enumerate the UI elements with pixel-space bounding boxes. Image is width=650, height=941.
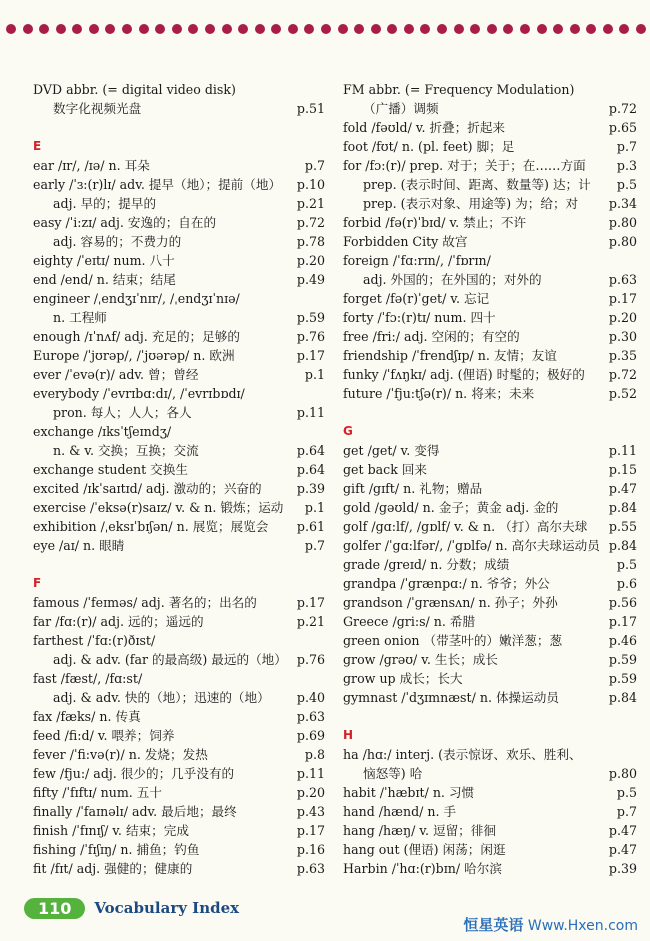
letter-heading: G: [343, 424, 353, 438]
index-entry: [343, 555, 637, 574]
index-entry: [343, 783, 637, 802]
page-ref: p.7: [616, 139, 637, 154]
entry-text: grow /grəʊ/ v. 生长；成长: [343, 652, 498, 667]
index-entry: [343, 346, 637, 365]
page-ref: p.76: [296, 652, 325, 667]
entry-text: future /ˈfju:tʃə(r)/ n. 将来；未来: [343, 386, 535, 401]
entry-text: grade /greɪd/ n. 分数；成绩: [343, 557, 510, 572]
index-entry: [343, 574, 637, 593]
page-ref: p.11: [296, 405, 325, 420]
index-entry: [33, 460, 325, 479]
index-entry: [343, 517, 637, 536]
index-entry-continuation: [33, 308, 325, 327]
entry-text: golf /gɑ:lf/, /gɒlf/ v. & n. （打）高尔夫球: [343, 519, 588, 534]
page-ref: p.47: [608, 823, 637, 838]
index-entry: [343, 669, 637, 688]
entry-text: FM abbr. (= Frequency Modulation): [343, 82, 575, 97]
page-ref: p.3: [616, 158, 637, 173]
entry-text: hang /hæŋ/ v. 逗留；徘徊: [343, 823, 496, 838]
index-entry: [33, 346, 325, 365]
page-ref: p.80: [608, 215, 637, 230]
page-ref: p.7: [304, 158, 325, 173]
entry-text: grow up 成长；长大: [343, 671, 463, 686]
entry-text: green onion （带茎叶的）嫩洋葱；葱: [343, 633, 563, 648]
page-ref: p.76: [296, 329, 325, 344]
entry-text: hang out (俚语) 闲荡；闲逛: [343, 842, 506, 857]
index-entry: [343, 384, 637, 403]
page-ref: p.47: [608, 842, 637, 857]
entry-text: 数字化视频光盘: [53, 101, 142, 116]
entry-text: Greece /gri:s/ n. 希腊: [343, 614, 476, 629]
page-ref: p.78: [296, 234, 325, 249]
entry-text: Forbidden City 故宫: [343, 234, 468, 249]
page-ref: p.7: [304, 538, 325, 553]
page-ref: p.61: [296, 519, 325, 534]
page-ref: p.17: [296, 595, 325, 610]
page-ref: p.39: [296, 481, 325, 496]
index-entry: [33, 802, 325, 821]
index-entry: [343, 80, 637, 99]
entry-text: gift /gɪft/ n. 礼物；赠品: [343, 481, 483, 496]
entry-text: forget /fə(r)ˈget/ v. 忘记: [343, 291, 490, 306]
entry-text: friendship /ˈfrendʃɪp/ n. 友情；友谊: [343, 348, 557, 363]
index-entry: [33, 593, 325, 612]
page-ref: p.5: [616, 177, 637, 192]
index-entry: [343, 612, 637, 631]
entry-text: free /fri:/ adj. 空闲的；有空的: [343, 329, 520, 344]
entry-text: get back 回来: [343, 462, 428, 477]
index-entry-continuation: [33, 688, 325, 707]
entry-text: adj. 容易的；不费力的: [53, 234, 182, 249]
watermark-url: Www.Hxen.com: [527, 918, 638, 934]
page-ref: p.69: [296, 728, 325, 743]
index-entry: [33, 631, 325, 650]
index-entry-continuation: [33, 232, 325, 251]
index-entry-continuation: [343, 194, 637, 213]
page-ref: p.59: [296, 310, 325, 325]
entry-text: Harbin /ˈhɑ:(r)bɪn/ 哈尔滨: [343, 861, 502, 876]
entry-text: grandpa /ˈgrænpɑ:/ n. 爷爷；外公: [343, 576, 550, 591]
index-column-right: [343, 80, 637, 878]
page-ref: p.49: [296, 272, 325, 287]
index-entry: [33, 859, 325, 878]
page-ref: p.43: [296, 804, 325, 819]
entry-text: farthest /ˈfɑ:(r)ðɪst/: [33, 633, 156, 648]
entry-text: forty /ˈfɔ:(r)tɪ/ num. 四十: [343, 310, 496, 325]
page-ref: p.11: [296, 766, 325, 781]
entry-text: ha /hɑ:/ interj. (表示惊讶、欢乐、胜利、: [343, 747, 582, 762]
index-entry: [33, 783, 325, 802]
page-ref: p.51: [296, 101, 325, 116]
page-ref: p.17: [296, 823, 325, 838]
entry-text: golfer /ˈgɑ:lfər/, /ˈgɒlfə/ n. 高尔夫球运动员: [343, 538, 600, 553]
index-entry-continuation: [343, 99, 637, 118]
index-entry: [343, 631, 637, 650]
page-ref: p.63: [608, 272, 637, 287]
entry-text: far /fɑ:(r)/ adj. 远的；遥远的: [33, 614, 204, 629]
index-entry: [33, 289, 325, 308]
index-entry: [33, 840, 325, 859]
index-entry: [33, 821, 325, 840]
page-ref: p.56: [608, 595, 637, 610]
index-entry: [343, 251, 637, 270]
entry-text: fever /ˈfi:və(r)/ n. 发烧；发热: [33, 747, 208, 762]
page-ref: p.59: [608, 671, 637, 686]
index-entry-continuation: [343, 764, 637, 783]
entry-text: early /ˈɜ:(r)lɪ/ adv. 提早（地）；提前（地）: [33, 177, 282, 192]
page-ref: p.84: [608, 690, 637, 705]
entry-text: gold /gəʊld/ n. 金子；黄金 adj. 金的: [343, 500, 559, 515]
entry-text: foot /fʊt/ n. (pl. feet) 脚；足: [343, 139, 515, 154]
index-entry: [33, 213, 325, 232]
index-entry: [33, 536, 325, 555]
page-ref: p.72: [608, 101, 637, 116]
page-ref: p.20: [608, 310, 637, 325]
entry-text: adj. & adv. (far 的最高级) 最远的（地）: [53, 652, 287, 667]
page-ref: p.35: [608, 348, 637, 363]
page-ref: p.64: [296, 462, 325, 477]
page-ref: p.84: [608, 500, 637, 515]
entry-text: adj. 外国的；在外国的；对外的: [363, 272, 542, 287]
page-ref: p.46: [608, 633, 637, 648]
index-entry: [33, 726, 325, 745]
index-entry: [33, 384, 325, 403]
page-ref: p.6: [616, 576, 637, 591]
index-entry: [343, 859, 637, 878]
page-ref: p.17: [608, 291, 637, 306]
page-ref: p.1: [304, 500, 325, 515]
index-entry: [343, 137, 637, 156]
entry-text: n. & v. 交换；互换；交流: [53, 443, 199, 458]
entry-text: famous /ˈfeɪməs/ adj. 著名的；出名的: [33, 595, 257, 610]
entry-text: few /fju:/ adj. 很少的；几乎没有的: [33, 766, 235, 781]
entry-text: eye /aɪ/ n. 眼睛: [33, 538, 125, 553]
section-gap: [343, 707, 637, 726]
section-title: Vocabulary Index: [94, 899, 240, 917]
index-entry: [343, 365, 637, 384]
page-ref: p.65: [608, 120, 637, 135]
index-entry: [343, 536, 637, 555]
page-ref: p.8: [304, 747, 325, 762]
index-entry: [33, 612, 325, 631]
index-entry: [343, 821, 637, 840]
index-entry: [33, 80, 325, 99]
index-entry: [33, 669, 325, 688]
entry-text: engineer /ˌendʒɪˈnɪr/, /ˌendʒɪˈnɪə/: [33, 291, 240, 306]
page-ref: p.16: [296, 842, 325, 857]
page-ref: p.64: [296, 443, 325, 458]
entry-text: n. 工程师: [53, 310, 107, 325]
entry-text: forbid /fə(r)ˈbɪd/ v. 禁止；不许: [343, 215, 527, 230]
index-entry: [343, 745, 637, 764]
entry-text: 恼怒等) 哈: [363, 766, 423, 781]
index-entry: [343, 327, 637, 346]
index-entry: [33, 156, 325, 175]
section-gap: [343, 403, 637, 422]
entry-text: foreign /ˈfɑ:rɪn/, /ˈfɒrɪn/: [343, 253, 491, 268]
index-entry: [33, 251, 325, 270]
index-entry-continuation: [33, 194, 325, 213]
index-entry: [33, 517, 325, 536]
index-entry: [33, 707, 325, 726]
entry-text: fifty /ˈfɪftɪ/ num. 五十: [33, 785, 162, 800]
index-entry: [33, 327, 325, 346]
entry-text: Europe /ˈjʊrəp/, /ˈjʊərəp/ n. 欧洲: [33, 348, 235, 363]
index-entry: [33, 498, 325, 517]
index-entry: [33, 270, 325, 289]
index-entry: [343, 593, 637, 612]
page-ref: p.21: [296, 196, 325, 211]
entry-text: （广播）调频: [363, 101, 439, 116]
page-ref: p.72: [608, 367, 637, 382]
entry-text: grandson /ˈgrænsʌn/ n. 孙子；外孙: [343, 595, 558, 610]
page-ref: p.17: [296, 348, 325, 363]
page-ref: p.5: [616, 557, 637, 572]
index-entry: [343, 460, 637, 479]
entry-text: feed /fi:d/ v. 喂养；饲养: [33, 728, 175, 743]
entry-text: habit /ˈhæbɪt/ n. 习惯: [343, 785, 475, 800]
index-entry: [343, 479, 637, 498]
page-ref: p.11: [608, 443, 637, 458]
index-column-left: [33, 80, 325, 878]
entry-text: hand /hænd/ n. 手: [343, 804, 457, 819]
page-ref: p.21: [296, 614, 325, 629]
page-ref: p.80: [608, 766, 637, 781]
entry-text: fax /fæks/ n. 传真: [33, 709, 141, 724]
page-ref: p.17: [608, 614, 637, 629]
page-ref: p.55: [608, 519, 637, 534]
page-ref: p.80: [608, 234, 637, 249]
index-entry: [343, 650, 637, 669]
index-entry-continuation: [33, 650, 325, 669]
entry-text: finally /ˈfaɪnəlɪ/ adv. 最后地；最终: [33, 804, 237, 819]
entry-text: DVD abbr. (= digital video disk): [33, 82, 236, 97]
page-ref: p.34: [608, 196, 637, 211]
entry-text: fast /fæst/, /fɑ:st/: [33, 671, 143, 686]
index-entry: [343, 498, 637, 517]
letter-heading: E: [33, 139, 42, 153]
entry-text: excited /ɪkˈsaɪtɪd/ adj. 激动的；兴奋的: [33, 481, 262, 496]
index-entry: [33, 422, 325, 441]
entry-text: gymnast /ˈdʒɪmnæst/ n. 体操运动员: [343, 690, 559, 705]
section-gap: [33, 555, 325, 574]
index-entry: [343, 289, 637, 308]
entry-text: fold /fəʊld/ v. 折叠；折起来: [343, 120, 506, 135]
entry-text: end /end/ n. 结束；结尾: [33, 272, 176, 287]
index-entry: [343, 441, 637, 460]
index-entry-continuation: [33, 441, 325, 460]
index-entry: [343, 213, 637, 232]
page-ref: p.72: [296, 215, 325, 230]
section-gap: [33, 118, 325, 137]
entry-text: exercise /ˈeksə(r)saɪz/ v. & n. 锻炼；运动: [33, 500, 284, 515]
letter-heading: H: [343, 728, 354, 742]
index-entry-continuation: [33, 99, 325, 118]
index-entry: [33, 764, 325, 783]
page-ref: p.15: [608, 462, 637, 477]
entry-text: funky /ˈfʌŋkɪ/ adj. (俚语) 时髦的；极好的: [343, 367, 585, 382]
entry-text: prep. (表示时间、距离、数量等) 达；计: [363, 177, 591, 192]
watermark-chinese: 恒星英语: [463, 916, 524, 934]
entry-text: everybody /ˈevrɪbɑ:dɪ/, /ˈevrɪbɒdɪ/: [33, 386, 245, 401]
entry-text: for /fɔ:(r)/ prep. 对于；关于；在……方面: [343, 158, 586, 173]
page-ref: p.5: [616, 785, 637, 800]
entry-text: ear /ɪr/, /ɪə/ n. 耳朵: [33, 158, 150, 173]
index-entry-continuation: [33, 403, 325, 422]
index-entry: [33, 365, 325, 384]
page-ref: p.59: [608, 652, 637, 667]
entry-text: enough /ɪˈnʌf/ adj. 充足的；足够的: [33, 329, 240, 344]
page-ref: p.30: [608, 329, 637, 344]
page-footer: [24, 895, 239, 921]
page-ref: p.63: [296, 861, 325, 876]
index-entry: [33, 745, 325, 764]
entry-text: fishing /ˈfɪʃɪŋ/ n. 捕鱼；钓鱼: [33, 842, 200, 857]
page-ref: p.52: [608, 386, 637, 401]
index-entry: [343, 118, 637, 137]
page-ref: p.10: [296, 177, 325, 192]
page-ref: p.47: [608, 481, 637, 496]
letter-heading: F: [33, 576, 42, 590]
entry-text: adj. & adv. 快的（地）；迅速的（地）: [53, 690, 270, 705]
page-ref: p.84: [608, 538, 637, 553]
page-ref: p.20: [296, 785, 325, 800]
entry-text: easy /ˈi:zɪ/ adj. 安逸的；自在的: [33, 215, 217, 230]
watermark-logo: [463, 912, 638, 938]
entry-text: exhibition /ˌeksɪˈbɪʃən/ n. 展览；展览会: [33, 519, 269, 534]
page-ref: p.7: [616, 804, 637, 819]
index-entry: [33, 479, 325, 498]
page-ref: p.40: [296, 690, 325, 705]
entry-text: eighty /ˈeɪtɪ/ num. 八十: [33, 253, 175, 268]
page-ref: p.63: [296, 709, 325, 724]
index-entry: [343, 840, 637, 859]
decorative-dot-border: [6, 24, 646, 40]
entry-text: prep. (表示对象、用途等) 为；给；对: [363, 196, 579, 211]
index-entry: [343, 156, 637, 175]
page-ref: p.20: [296, 253, 325, 268]
page-ref: p.1: [304, 367, 325, 382]
entry-text: pron. 每人；人人；各人: [53, 405, 192, 420]
index-entry-continuation: [343, 270, 637, 289]
entry-text: adj. 早的；提早的: [53, 196, 157, 211]
index-entry: [343, 688, 637, 707]
index-entry: [33, 175, 325, 194]
entry-text: fit /fɪt/ adj. 强健的；健康的: [33, 861, 193, 876]
page-number-badge: 110: [24, 898, 85, 919]
index-entry-continuation: [343, 175, 637, 194]
entry-text: ever /ˈevə(r)/ adv. 曾；曾经: [33, 367, 199, 382]
entry-text: finish /ˈfɪnɪʃ/ v. 结束；完成: [33, 823, 189, 838]
index-entry: [343, 232, 637, 251]
index-entry: [343, 802, 637, 821]
entry-text: exchange student 交换生: [33, 462, 188, 477]
entry-text: exchange /ɪksˈtʃeɪndʒ/: [33, 424, 172, 439]
page-ref: p.39: [608, 861, 637, 876]
entry-text: get /get/ v. 变得: [343, 443, 440, 458]
index-entry: [343, 308, 637, 327]
